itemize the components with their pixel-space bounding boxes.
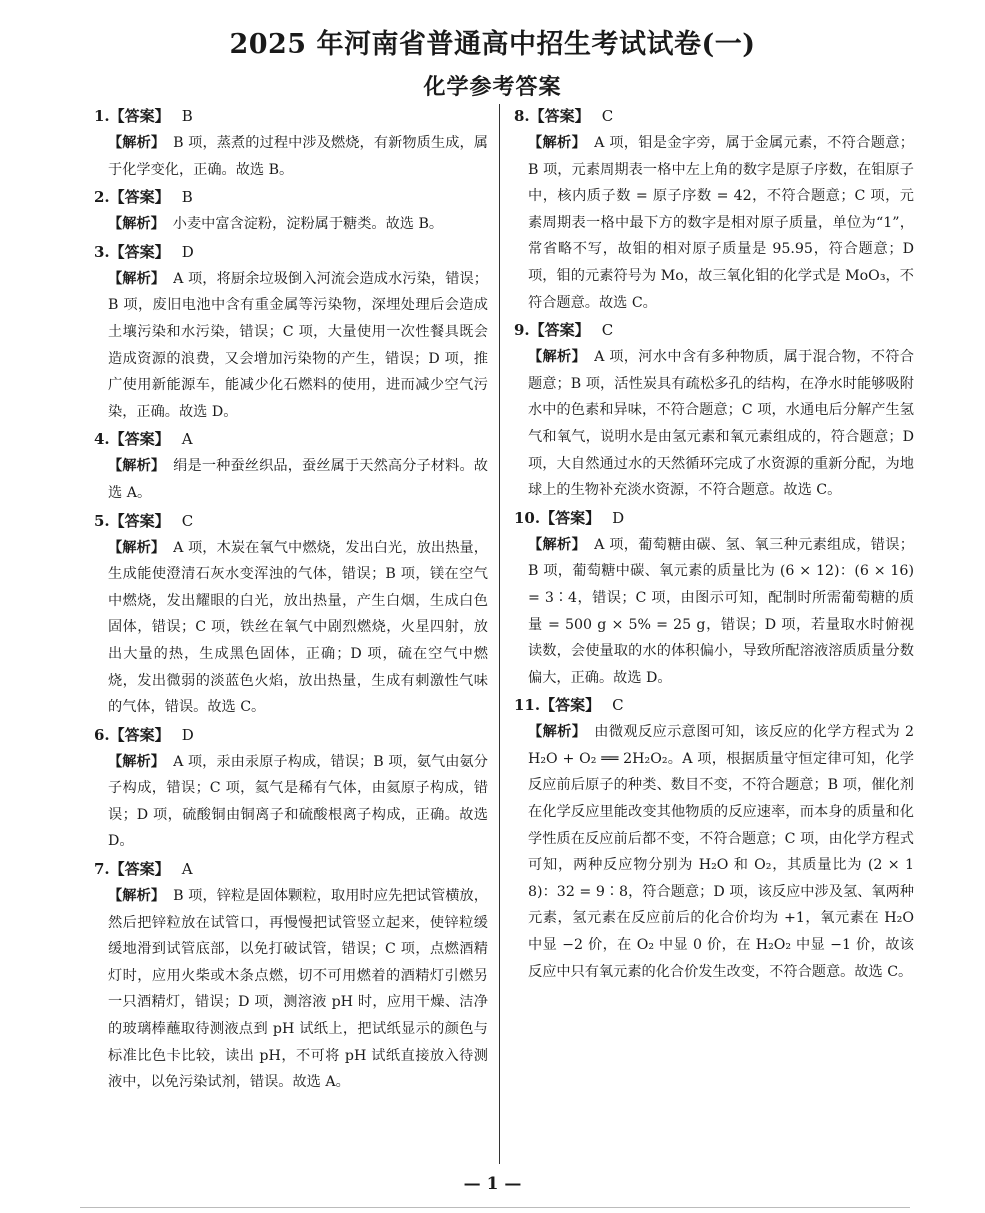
analysis-paragraph (94, 266, 488, 426)
answer-line (94, 723, 488, 749)
answer-line (94, 185, 488, 211)
question-3 (94, 240, 488, 426)
answer-label: 【答案】 (109, 725, 170, 744)
answer-label: 【答案】 (109, 511, 170, 530)
answer-label: 【答案】 (529, 107, 590, 125)
analysis-text: A 项，河水中含有多种物质，属于混合物，不符合题意；B 项，活性炭具有疏松多孔的结构，在净水时能够吸附水中的色素和异味，不符合题意；C 项，水通电后分解产生氢气和氧气，说明水是由氢元素和氧元素组成的，符合题意；D 项，大自然通过水的天然循环完成了水资源的重新分配，为地球上的生物补充淡水资源，不符合题意。故选 C。 (528, 349, 914, 499)
answer-label: 【答案】 (109, 242, 170, 261)
analysis-label: 【解析】 (108, 458, 166, 475)
analysis-label: 【解析】 (108, 753, 166, 770)
answer-label: 【答案】 (109, 860, 170, 879)
question-number: 1. (94, 107, 110, 125)
answer-line (94, 427, 488, 453)
analysis-text: A 项，木炭在氧气中燃烧，发出白光，放出热量，生成能使澄清石灰水变浑浊的气体，错误；B 项，镁在空气中燃烧，发出耀眼的白光，放出热量，产生白烟，生成白色固体，错误；C 项，铁丝在氧气中剧烈燃烧，火星四射，放出大量的热，生成黑色固体，正确；D 项，硫在空气中燃烧，发出微弱的淡蓝色火焰，放出热量，生成有刺激性气味的气体，错误。故选 C。 (108, 539, 488, 716)
question-number: 10. (514, 508, 541, 527)
answer-line (94, 857, 488, 883)
answer-label: 【答案】 (540, 508, 601, 527)
document-subtitle: 化学参考答案 (423, 74, 562, 100)
analysis-paragraph (514, 719, 914, 985)
analysis-text: B 项，锌粒是固体颗粒，取用时应先把试管横放，然后把锌粒放在试管口，再慢慢把试管竖立起来，使锌粒缓缓地滑到试管底部，以免打破试管，错误；C 项，点燃酒精灯时，应用火柴或木条点燃，切不可用燃着的酒精灯引燃另一只酒精灯，错误；D 项，测溶液 pH 时，应用干燥、洁净的玻璃棒蘸取待测液点到 pH 试纸上，把试纸显示的颜色与标准比色卡比较，读出 pH，不可将 pH 试纸直接放入待测液中，以免污染试剂，错误。故选 A。 (108, 888, 488, 1091)
answer-line (514, 506, 914, 532)
analysis-paragraph (94, 535, 488, 721)
answer-letter: B (181, 188, 193, 207)
question-10 (514, 506, 914, 692)
analysis-label: 【解析】 (528, 135, 587, 151)
answer-letter: D (181, 242, 194, 261)
analysis-text: 小麦中富含淀粉，淀粉属于糖类。故选 B。 (172, 216, 444, 233)
analysis-paragraph (94, 749, 488, 855)
answer-label: 【答案】 (109, 430, 170, 449)
analysis-label: 【解析】 (528, 724, 587, 741)
question-2 (94, 185, 488, 238)
analysis-label: 【解析】 (108, 539, 166, 556)
answer-line (94, 104, 488, 130)
analysis-paragraph (94, 130, 488, 183)
answer-letter: D (612, 508, 625, 527)
question-6 (94, 723, 488, 855)
question-number: 6. (94, 725, 110, 744)
analysis-label: 【解析】 (108, 270, 166, 287)
analysis-text: A 项，钼是金字旁，属于金属元素，不符合题意；B 项，元素周期表一格中左上角的数字是原子序数，在钼原子中，核内质子数 = 原子序数 = 42，不符合题意；C 项，元素周期表一格中最下方的数字是相对原子质量，单位为“1”，常省略不写，故钼的相对原子质量是 95.95，符合题意；D 项，钼的元素符号为 Mo，故三氧化钼的化学式是 MoO₃，不符合题意。故选 C。 (528, 135, 914, 311)
analysis-label: 【解析】 (108, 888, 166, 905)
question-number: 4. (94, 430, 110, 449)
analysis-paragraph (514, 532, 914, 692)
column-divider (499, 104, 500, 1164)
answer-letter: D (181, 725, 194, 744)
answer-label: 【答案】 (540, 696, 601, 715)
question-number: 8. (514, 107, 530, 125)
question-9 (514, 318, 914, 504)
bottom-rule (80, 1207, 910, 1208)
answer-line (514, 693, 914, 719)
analysis-text: 绢是一种蚕丝织品，蚕丝属于天然高分子材料。故选 A。 (108, 458, 488, 501)
question-number: 5. (94, 511, 110, 530)
question-number: 9. (514, 321, 530, 340)
question-8 (514, 104, 914, 316)
question-4 (94, 427, 488, 506)
answer-letter: C (601, 107, 614, 125)
analysis-text: A 项，将厨余垃圾倒入河流会造成水污染，错误；B 项，废旧电池中含有重金属等污染物，深埋处理后会造成土壤污染和水污染，错误；C 项，大量使用一次性餐具既会造成资源的浪费，又会增加污染物的产生，错误；D 项，推广使用新能源车，能减少化石燃料的使用，进而减少空气污染，正确。故选 D。 (108, 270, 488, 420)
answer-letter: C (181, 511, 194, 530)
document-title: 2025 年河南省普通高中招生考试试卷(一) (229, 29, 756, 60)
analysis-label: 【解析】 (108, 216, 165, 233)
answer-letter: C (601, 321, 614, 340)
analysis-paragraph (94, 883, 488, 1096)
question-number: 2. (94, 188, 110, 207)
question-11 (514, 693, 914, 985)
question-number: 11. (514, 696, 541, 715)
right-column (514, 104, 914, 987)
answer-letter: A (181, 430, 193, 449)
answer-label: 【答案】 (529, 321, 590, 340)
analysis-text: 由微观反应示意图可知，该反应的化学方程式为 2H₂O + O₂ ══ 2H₂O₂。A 项，根据质量守恒定律可知，化学反应前后原子的种类、数目不变，不符合题意；B 项，催化剂在化学反应里能改变其他物质的反应速率，而本身的质量和化学性质在反应前后都不变，不符合题意；C 项，由化学方程式可知，两种反应物分别为 H₂O 和 O₂，其质量比为 (2 × 18)：32 = 9∶8，符合题意；D 项，该反应中涉及氢、氧两种元素，氢元素在反应前后的化合价均为 +1，氧元素在 H₂O 中显 −2 价，在 O₂ 中显 0 价，在 H₂O₂ 中显 −1 价，故该反应中只有氧元素的化合价发生改变，不符合题意。故选 C。 (528, 724, 914, 980)
analysis-label: 【解析】 (528, 536, 587, 553)
analysis-paragraph (94, 211, 488, 238)
analysis-label: 【解析】 (108, 135, 166, 151)
analysis-label: 【解析】 (528, 349, 587, 366)
question-1 (94, 104, 488, 183)
answer-label: 【答案】 (109, 188, 170, 207)
answer-letter: C (612, 696, 624, 715)
answer-line (514, 318, 914, 344)
analysis-paragraph (514, 344, 914, 504)
answer-line (514, 104, 914, 130)
question-number: 7. (94, 860, 110, 879)
question-5 (94, 509, 488, 721)
analysis-paragraph (514, 130, 914, 316)
question-number: 3. (94, 242, 110, 261)
analysis-text: A 项，葡萄糖由碳、氢、氧三种元素组成，错误；B 项，葡萄糖中碳、氧元素的质量比为 (6 × 12)：(6 × 16) = 3∶4，错误；C 项，由图示可知，配制时所需葡萄糖的质量 = 500 g × 5% = 25 g，错误；D 项，若量取水时俯视读数，会使量取的水的体积偏小，导致所配溶液溶质质量分数偏大，正确。故选 D。 (528, 536, 914, 686)
answer-line (94, 509, 488, 535)
answer-letter: B (181, 107, 193, 125)
answer-line (94, 240, 488, 266)
page-number: — 1 — (463, 1174, 522, 1194)
analysis-text: B 项，蒸煮的过程中涉及燃烧，有新物质生成，属于化学变化，正确。故选 B。 (108, 135, 488, 178)
analysis-text: A 项，汞由汞原子构成，错误；B 项，氨气由氨分子构成，错误；C 项，氦气是稀有气体，由氦原子构成，错误；D 项，硫酸铜由铜离子和硫酸根离子构成，正确。故选 D。 (108, 753, 488, 850)
answer-label: 【答案】 (109, 107, 170, 125)
question-7 (94, 857, 488, 1096)
answer-letter: A (181, 860, 193, 879)
left-column (94, 104, 488, 1098)
analysis-paragraph (94, 453, 488, 506)
